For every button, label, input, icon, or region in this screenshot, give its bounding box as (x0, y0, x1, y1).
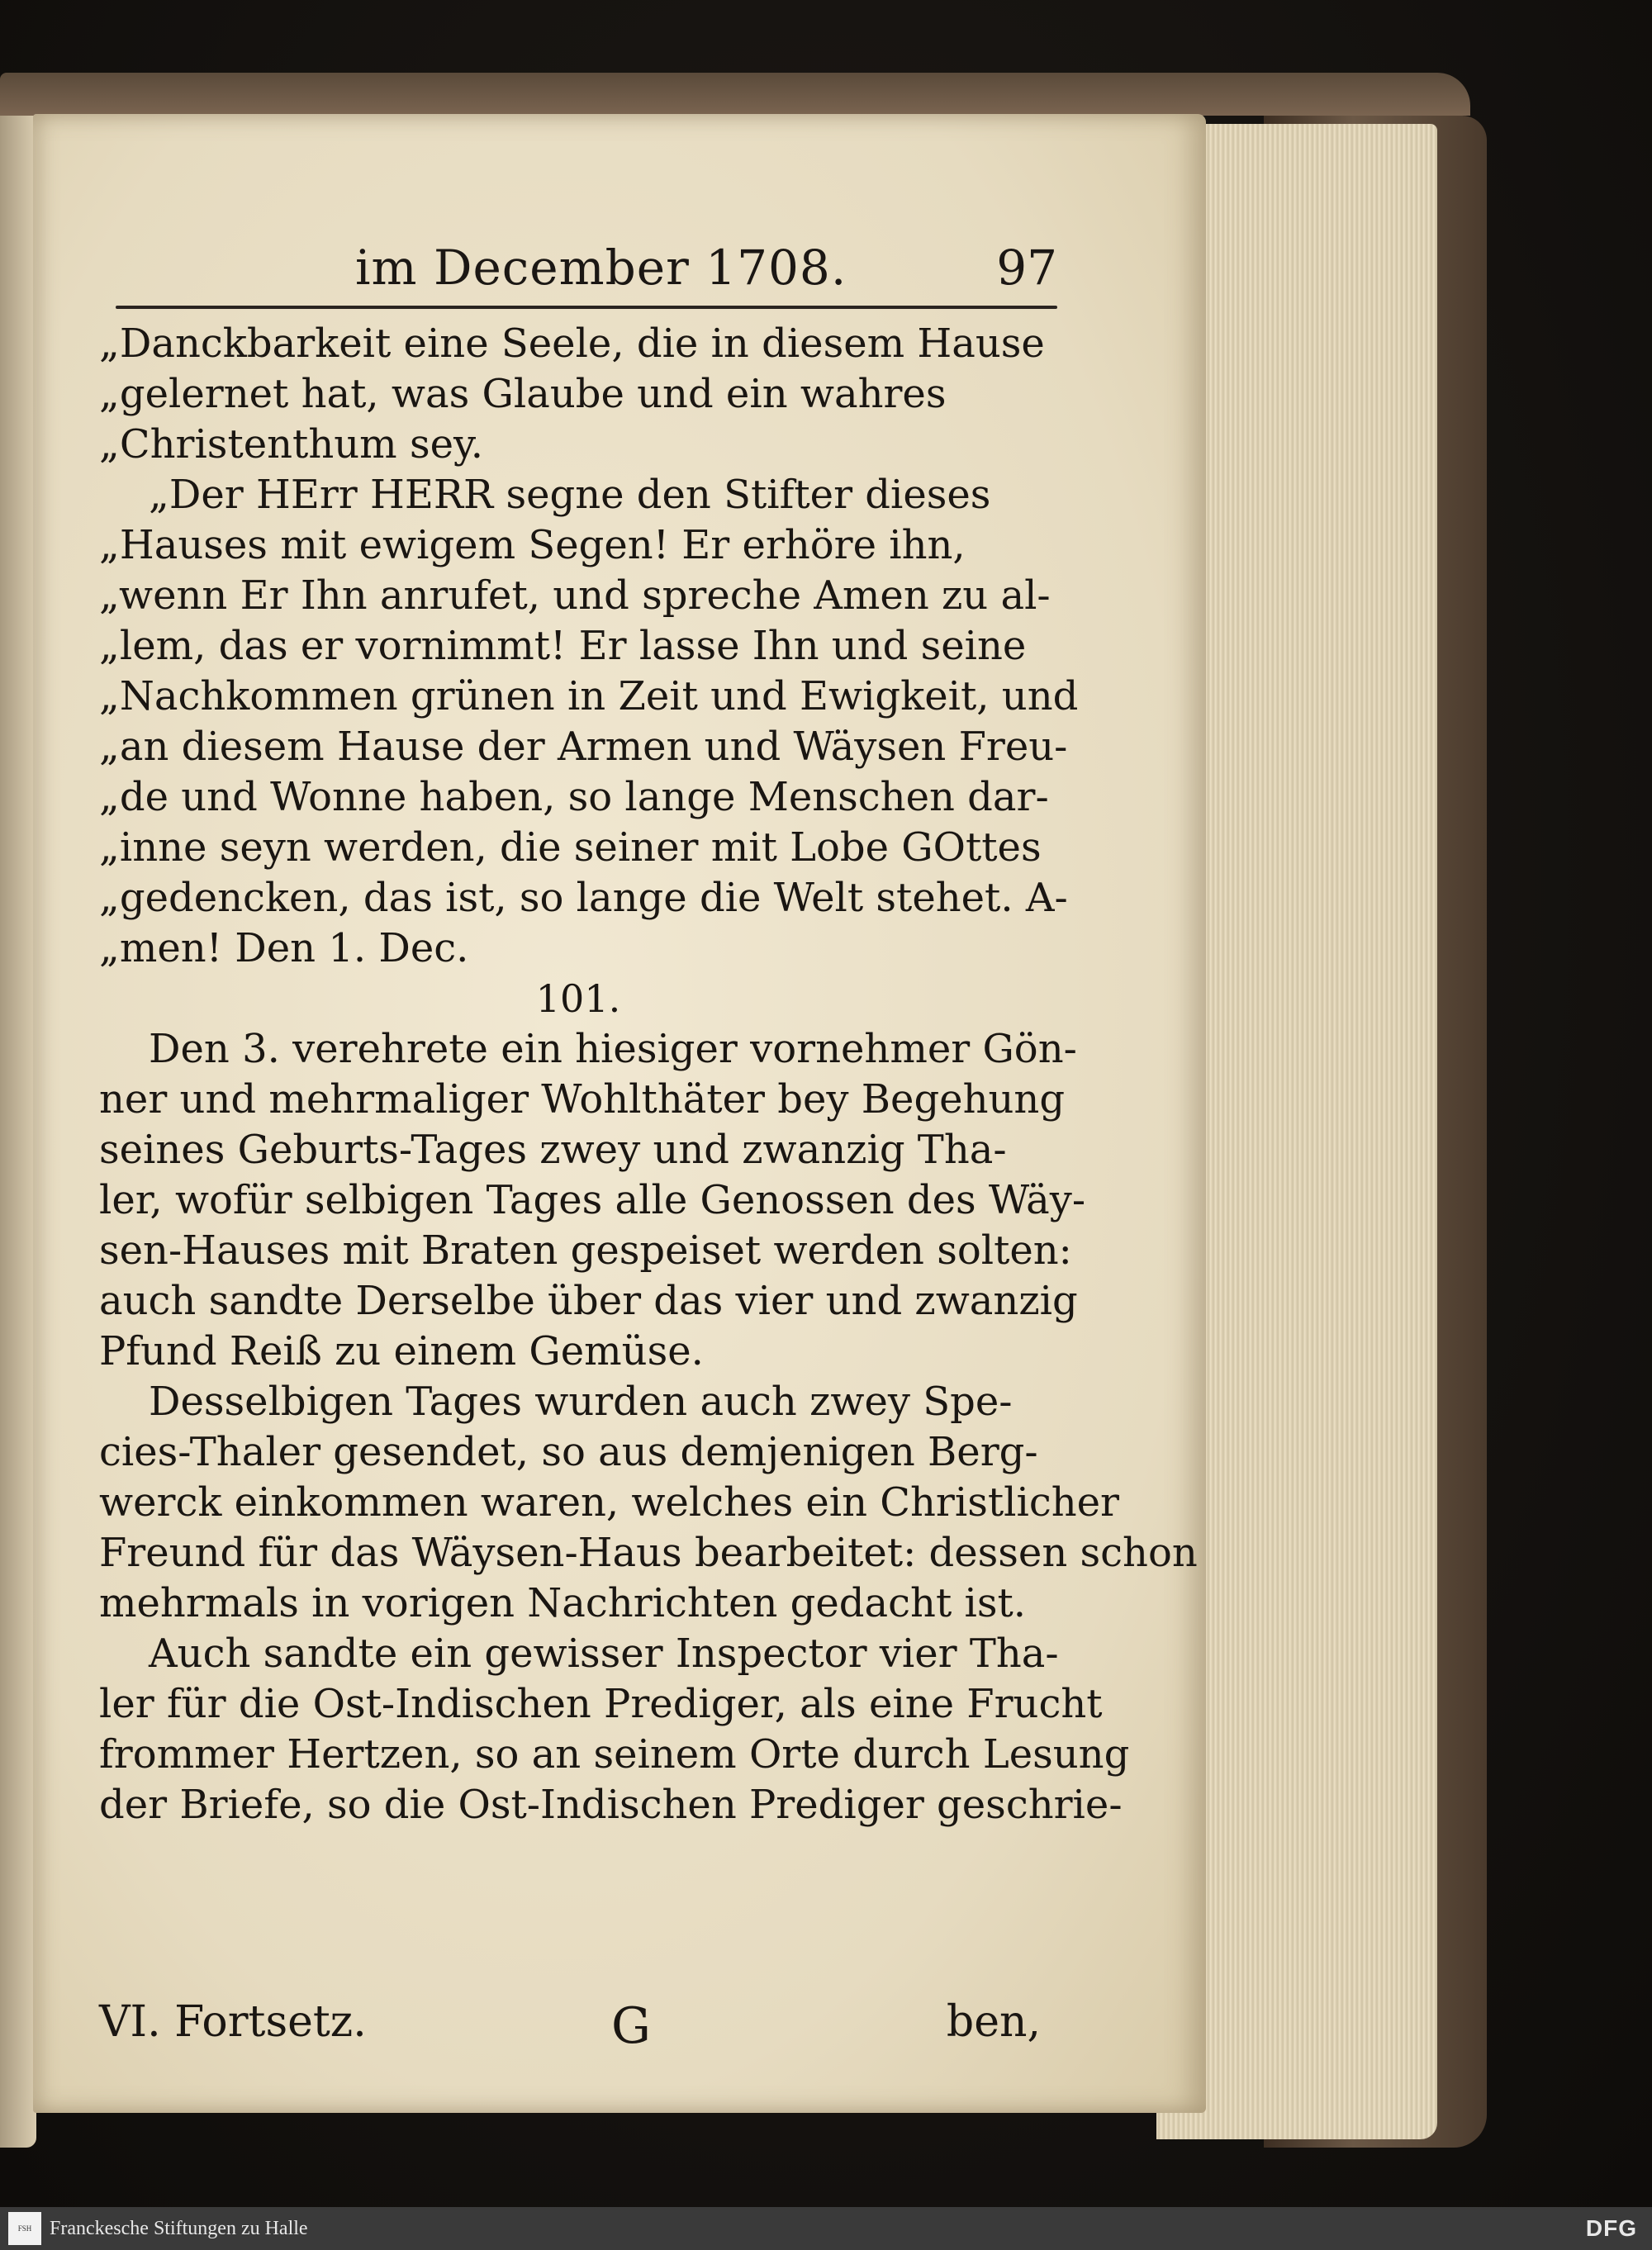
left-page-edge (0, 99, 36, 2148)
book-page (33, 114, 1206, 2113)
signature-mark: VI. Fortsetz. (99, 1997, 367, 2047)
text-line: Auch sandte ein gewisser Inspector vier Tha- (149, 1631, 1059, 1677)
text-line: cies-Thaler gesendet, so aus demjenigen Berg- (99, 1429, 1038, 1475)
text-line: „lem, das er vornimmt! Er lasse Ihn und seine (99, 623, 1027, 669)
page-number: 97 (996, 240, 1057, 296)
text-line: ler für die Ost-Indischen Prediger, als eine Frucht (99, 1681, 1103, 1727)
head-rule (116, 306, 1057, 309)
text-line: der Briefe, so die Ost-Indischen Prediger geschrie- (99, 1782, 1123, 1828)
dfg-logo: DFG (1585, 2215, 1637, 2241)
catchword: ben, (946, 1997, 1041, 2047)
text-line: sen-Hauses mit Braten gespeiset werden solten: (99, 1227, 1072, 1274)
text-line: auch sandte Derselbe über das vier und zwanzig (99, 1278, 1078, 1324)
text-line: „an diesem Hause der Armen und Wäysen Freu- (99, 724, 1068, 770)
text-line: „Nachkommen grünen in Zeit und Ewigkeit, und (99, 673, 1079, 719)
text-line: „inne seyn werden, die seiner mit Lobe GOttes (99, 824, 1042, 871)
viewer-footer-bar (0, 2207, 1652, 2250)
text-line: Freund für das Wäysen-Haus bearbeitet: dessen schon (99, 1530, 1198, 1576)
text-line: werck einkommen waren, welches ein Christlicher (99, 1479, 1119, 1526)
text-line: „Danckbarkeit eine Seele, die in diesem Hause (99, 320, 1045, 367)
body-text (99, 319, 1198, 1830)
sheet-mark: G (611, 1997, 651, 2055)
text-line: Den 3. verehrete ein hiesiger vornehmer Gön- (149, 1026, 1077, 1072)
text-line: Pfund Reiß zu einem Gemüse. (99, 1328, 704, 1374)
text-line: Desselbigen Tages wurden auch zwey Spe- (149, 1379, 1013, 1425)
page-footer (99, 1997, 1041, 2055)
text-line: ler, wofür selbigen Tages alle Genossen des Wäy- (99, 1177, 1086, 1223)
institution-name: Franckesche Stiftungen zu Halle (50, 2218, 308, 2239)
text-line: „Hauses mit ewigem Segen! Er erhöre ihn, (99, 522, 966, 568)
text-line: „Der HErr HERR segne den Stifter dieses (149, 472, 991, 518)
section-number: 101. (535, 976, 621, 1021)
text-line: „Christenthum sey. (99, 421, 483, 468)
institution-logo-icon: FSH (8, 2212, 41, 2245)
book-cover-edge (0, 73, 1470, 116)
running-head-title: im December 1708. (355, 240, 847, 296)
text-line: „gedencken, das ist, so lange die Welt stehet. A- (99, 875, 1068, 921)
text-line: „men! Den 1. Dec. (99, 925, 469, 971)
text-line: ner und mehrmaliger Wohlthäter bey Begehung (99, 1076, 1066, 1123)
text-line: seines Geburts-Tages zwey und zwanzig Tha- (99, 1127, 1007, 1173)
running-head (140, 221, 1057, 296)
text-line: „wenn Er Ihn anrufet, und spreche Amen zu al- (99, 572, 1051, 619)
text-line: „gelernet hat, was Glaube und ein wahres (99, 371, 947, 417)
text-line: mehrmals in vorigen Nachrichten gedacht ist. (99, 1580, 1027, 1626)
text-line: frommer Hertzen, so an seinem Orte durch Lesung (99, 1731, 1130, 1778)
text-line: „de und Wonne haben, so lange Menschen dar- (99, 774, 1049, 820)
